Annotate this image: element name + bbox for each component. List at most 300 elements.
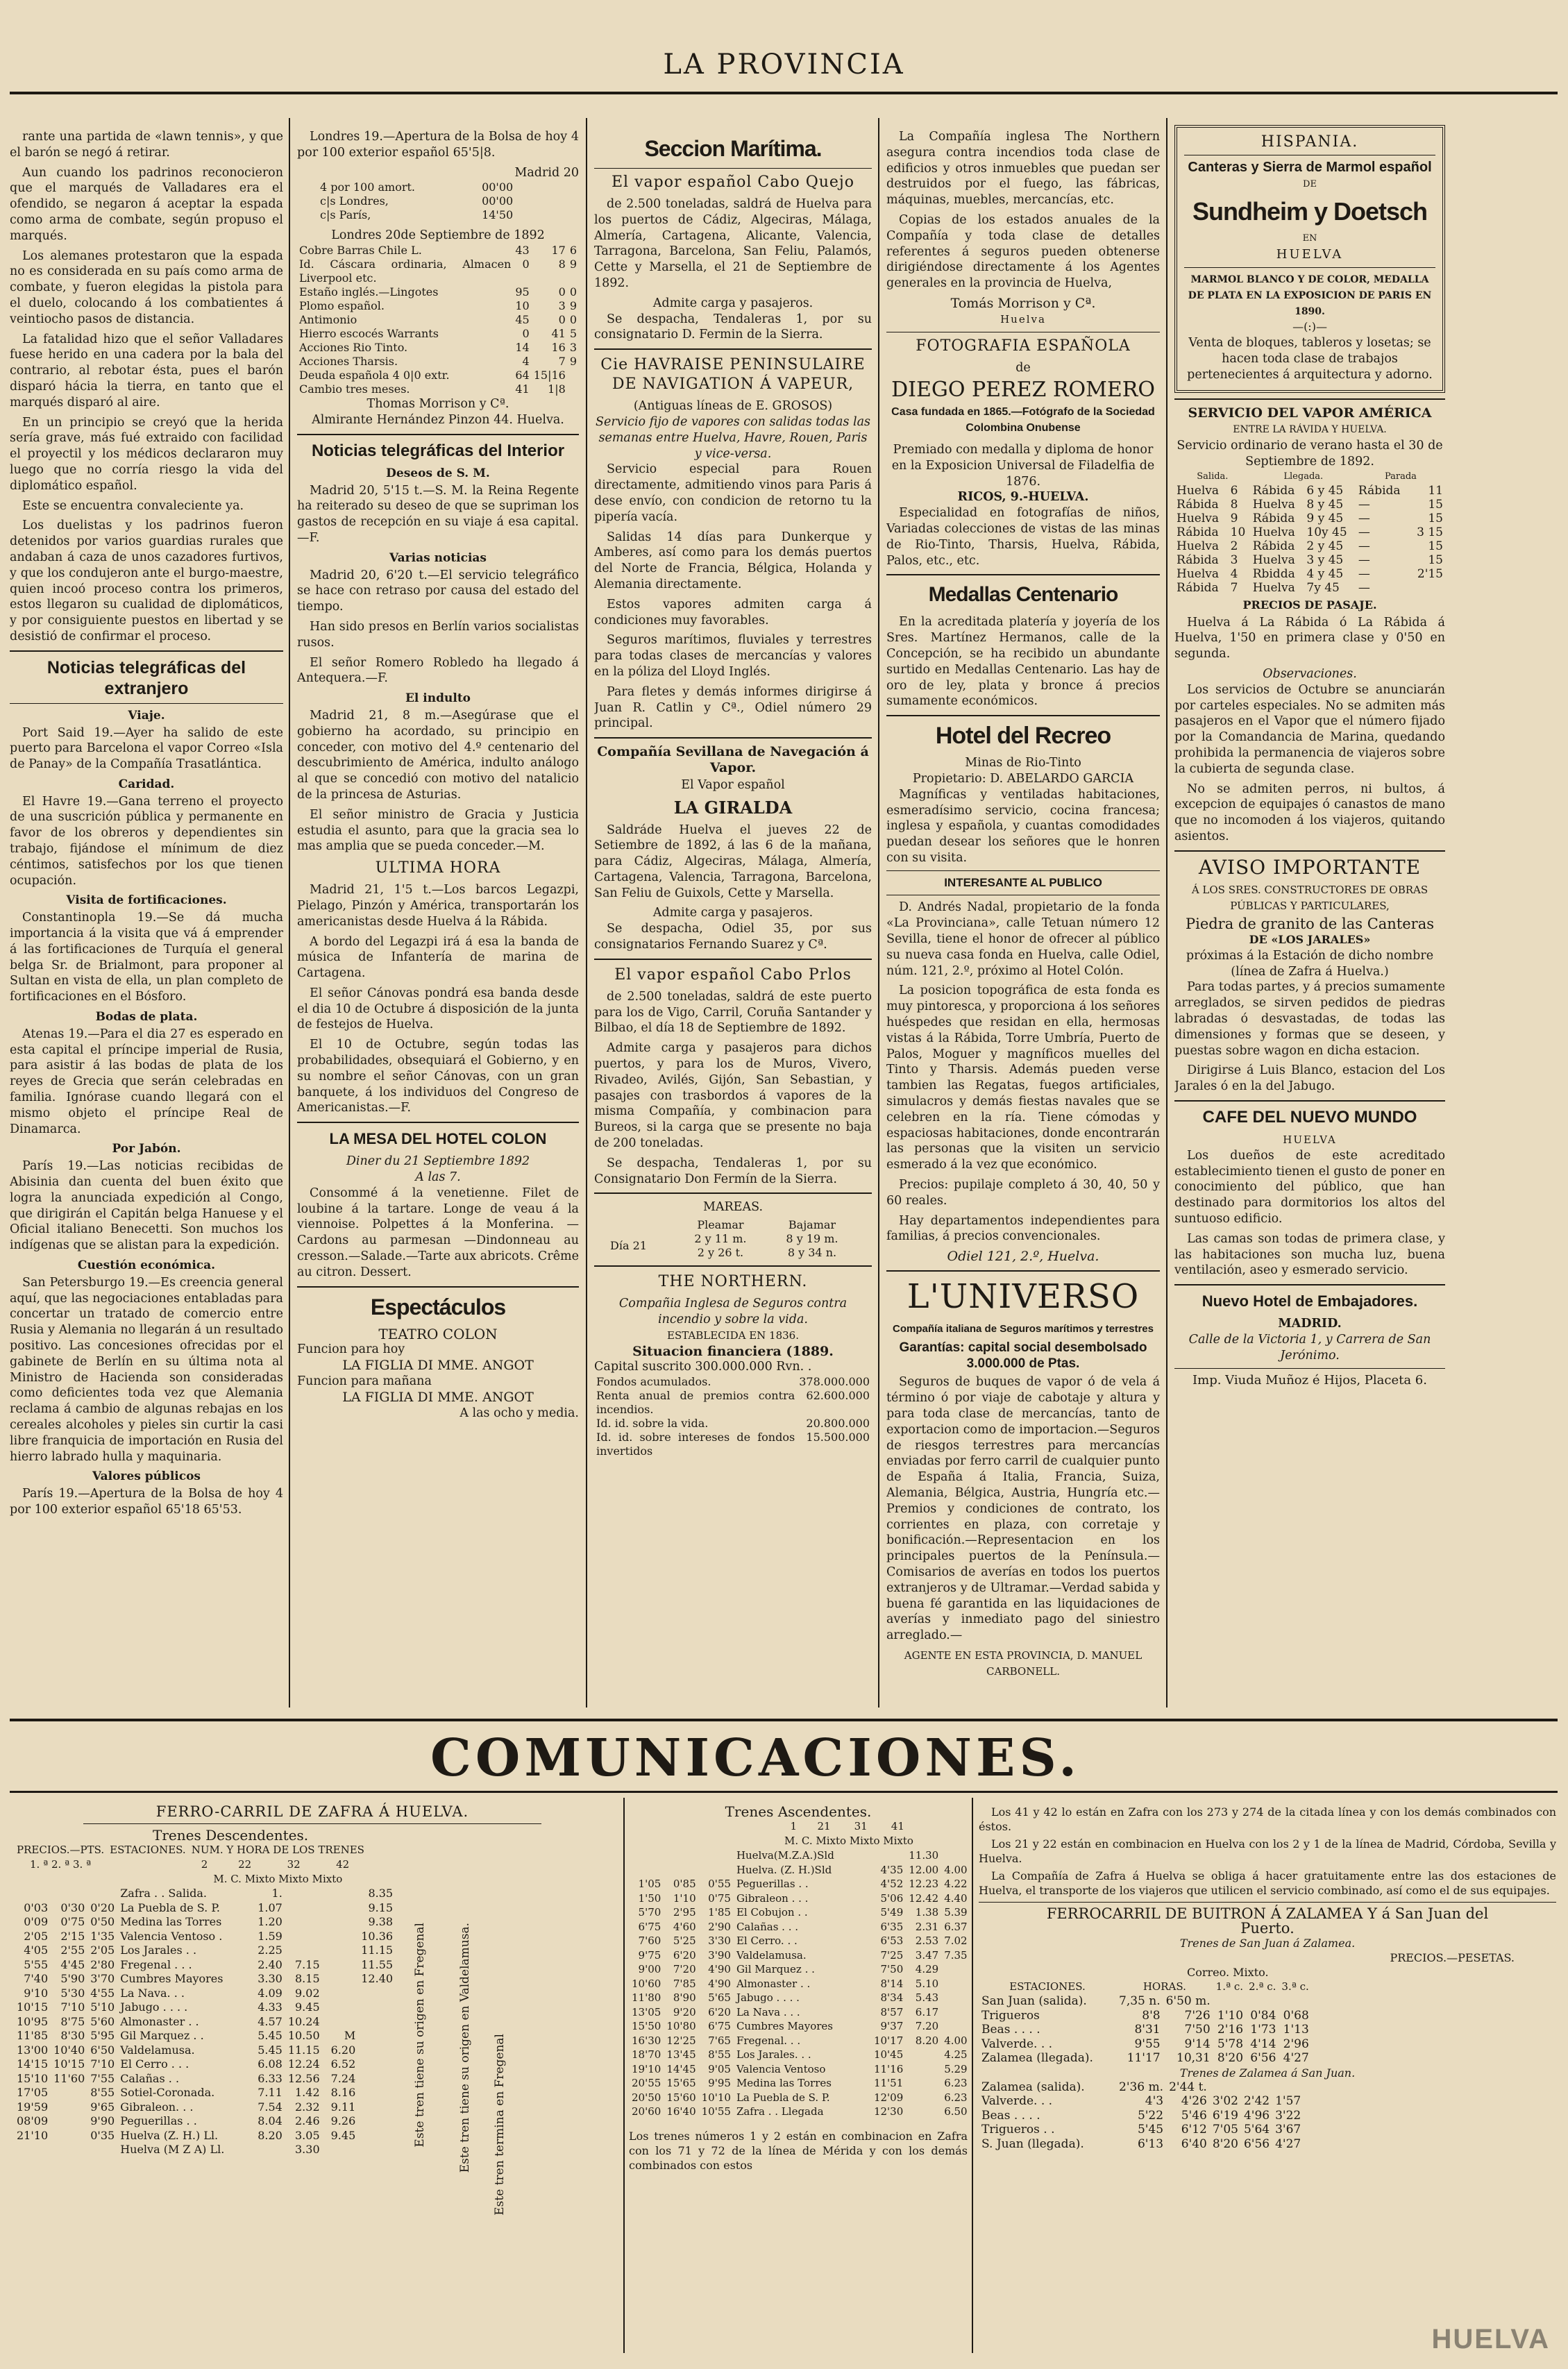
el-vapor: El Vapor español: [681, 777, 785, 792]
ferro-title: FERRO-CARRIL DE ZAFRA Á HUELVA.: [155, 1803, 469, 1820]
cell: 12.24: [287, 2057, 320, 2071]
cell: 16'30: [632, 2034, 661, 2047]
cell: Huelva: [1177, 483, 1220, 498]
cell: 1.ª c.: [1215, 1980, 1244, 1993]
table-row: [979, 2123, 1304, 2137]
vertical-note: Este tren termina en Fregenal: [493, 2034, 507, 2216]
cell: 00'00: [482, 180, 514, 194]
cell: 9'00: [638, 1963, 661, 1975]
table-row: [14, 2043, 396, 2058]
cell: Huelva: [1252, 580, 1295, 595]
funcion-hoy: Funcion para hoy: [297, 1342, 405, 1357]
cell: 19'59: [17, 2100, 49, 2114]
paragraph: Precios: pupilaje completo á 30, 40, 50 y 60 reales.: [886, 1178, 1160, 1208]
station-cell: Zafra . . Salida.: [120, 1887, 207, 1900]
vertical-note: Este tren tiene su origen en Fregenal: [413, 1923, 427, 2148]
paragraph: Estos vapores admiten carga á condiciones muy favorables.: [594, 597, 872, 627]
table-row: [14, 2015, 396, 2030]
cell: 9'05: [708, 2062, 731, 2075]
cell: 1.: [271, 1887, 283, 1900]
cell: 3.47: [915, 1948, 939, 1962]
cell: 4.40: [944, 1891, 968, 1905]
station-cell: Valdelamusa.: [736, 1948, 807, 1962]
station-cell: Zalamea (llegada).: [981, 2051, 1093, 2065]
col1-top-text: [10, 129, 283, 645]
cell: [906, 2076, 941, 2091]
paragraph: Los dueños de este acreditado establecimiento tienen el gusto de poner en conocimiento del público, que han destinado para dormitorios los altos del suntuoso edificio.: [1174, 1148, 1445, 1226]
cell: 0: [522, 258, 530, 271]
column-divider: [1166, 118, 1167, 1708]
cell: 10'80: [666, 2020, 696, 2032]
table-row: [594, 1431, 872, 1458]
section-rule: [594, 1265, 872, 1267]
table-row: [629, 1891, 976, 1906]
cell: [970, 1920, 976, 1934]
news-text: Madrid 21, 8 m.—Asegúrase que el gobierno ha acordado, su principio en conceder, con motivo del 4.º centenario del descubrimiento de América, indulto análogo al que se concedió con motivo del natalicio de la princesa de Asturias.: [297, 708, 579, 802]
cell: [970, 2019, 976, 2034]
cell: [906, 2091, 941, 2105]
station-cell: Gil Marquez . .: [120, 2029, 204, 2042]
cell: [941, 1962, 970, 1977]
cell: 6: [1230, 483, 1238, 498]
cell: [323, 1958, 328, 1973]
cell: Rábida: [1177, 580, 1219, 595]
medallas-title: Medallas Centenario: [928, 583, 1118, 607]
cell: 8'57: [880, 2005, 904, 2018]
cell: 5'95: [90, 2029, 115, 2042]
calle: Calle de la Victoria 1, y Carrera de San Jerónimo.: [1188, 1333, 1431, 1363]
cell: 4'45: [60, 1957, 85, 1971]
cell: 3'02: [1212, 2094, 1238, 2108]
agent-address: Almirante Hernández Pinzon 44. Huelva.: [312, 412, 564, 427]
cabo-palos-title: El vapor español Cabo Prlos: [614, 966, 852, 984]
cell: [358, 2114, 396, 2129]
table-row: [629, 2062, 976, 2077]
cell: [664, 1863, 698, 1878]
paragraph: D. Andrés Nadal, propietario de la fonda «La Provinciana», calle Tetuan número 12 Sevilla, tiene el honor de ofrecer al público su nueva casa fonda en Huelva, calle Odiel, núm. 121, 2.º, próximo al Hotel Colón.: [886, 900, 1160, 978]
cell: 5.29: [944, 2062, 968, 2075]
cell: 9: [569, 258, 577, 271]
cell: 8.20: [915, 2034, 939, 2047]
table-row: [629, 2105, 976, 2119]
london-head: Londres 20de Septiembre de 1892: [331, 228, 545, 243]
paragraph: rante una partida de «lawn tennis», y que el barón se negó á retirar.: [10, 130, 283, 160]
cell: [323, 1987, 328, 2001]
buitron-rows: [979, 2080, 1304, 2152]
cell: [285, 1915, 323, 1930]
cell: 6.33: [258, 2071, 283, 2085]
cell: [107, 1857, 189, 1872]
cell: 13'05: [632, 2005, 661, 2018]
paragraph: Los 21 y 22 están en combinacion en Huelva con los 2 y 1 de la línea de Madrid, Córdoba, Sevilla y Huelva.: [979, 1837, 1556, 1865]
station-cell: Zafra . . Llegada: [736, 2105, 824, 2118]
table-row: [318, 208, 515, 222]
paragraph: Para todas partes, y á precios sumamente arreglados, se sirven pedidos de piedras labradas ó desvastadas, de todas las dimensiones y formas que se deseen, y puestas sobre wagon en dicha estacion.: [1174, 980, 1445, 1058]
cell: 0: [522, 327, 530, 341]
paragraph: Copias de los estados anuales de la Compañía y toda clase de detalles referentes á seguros pueden obtenerse dirigiéndose directamente á los Agentes generales en la provincia de Huelva,: [886, 212, 1160, 291]
news-head: Varias noticias: [389, 550, 487, 565]
mesa-date: Diner du 21 Septiembre 1892: [346, 1154, 530, 1169]
station-cell: Cumbres Mayores: [736, 2020, 833, 2032]
seccion-maritima-title: Seccion Marítima.: [644, 136, 822, 161]
cell: —: [1358, 497, 1370, 512]
vertical-note: Este tren tiene su origen en Valdelamusa.: [458, 1923, 472, 2173]
buitron-title: FERROCARRIL DE BUITRON Á ZALAMEA Y á San Juan del Puerto.: [1046, 1905, 1489, 1937]
obra-hoy: LA FIGLIA DI MME. ANGOT: [342, 1358, 534, 1374]
cell: 8 y 19 m.: [786, 1232, 838, 1246]
cell: [970, 2062, 976, 2077]
paragraph: La fatalidad hizo que el señor Valladares fuese herido en una cadera por la bala del contrario, al rebotar ésta, pues el barón disparó hácia la tierra, en tanto que el marqués disparó al aire.: [10, 332, 283, 410]
table-row: [1174, 567, 1445, 581]
cell: —: [1358, 539, 1370, 553]
station-cell: El Cobujon . .: [736, 1906, 808, 1919]
station-cell: El Cerro . . .: [120, 2057, 189, 2071]
marmol: MARMOL BLANCO Y DE COLOR, MEDALLA DE PLATA EN LA EXPOSICION DE PARIS EN 1890.: [1188, 273, 1432, 317]
cell: [14, 1872, 189, 1887]
cell: Id. id. sobre la vida.: [596, 1417, 709, 1431]
cell: 8'20: [1212, 2136, 1238, 2151]
table-row: [594, 1375, 872, 1389]
cell: 12'25: [666, 2034, 696, 2047]
cell: 10y 45: [1306, 525, 1347, 539]
cell: 5: [569, 327, 577, 341]
cell: ESTACIONES.: [110, 1844, 186, 1856]
cell: 0'50: [90, 1915, 115, 1928]
cell: 9.26: [330, 2114, 356, 2127]
cell: 2 y 26 t.: [697, 1246, 744, 1260]
cell: 10: [515, 299, 530, 313]
cell: 4 y 45: [1306, 566, 1344, 581]
obra-manana: LA FIGLIA DI MME. ANGOT: [342, 1389, 534, 1405]
cell: 1: [790, 1820, 797, 1832]
paragraph: Los 41 y 42 lo están en Zafra con los 273 y 274 de la citada línea y con los demás combinados con éstos.: [979, 1805, 1556, 1833]
news-head: Caridad.: [118, 777, 175, 791]
mesa-menu: Consommé á la venetienne. Filet de loubine á la tartare. Longe de veau á la viennoise. Polpettes á la Monferina. —Cardons au parmesan —Dindonneau au cresson.—Salade.—Tarte aux abricots. Crême au citron. Dessert.: [297, 1186, 579, 1279]
cell: 15: [1428, 497, 1443, 512]
fundada: Casa fundada en 1865.—Fotógrafo de la Sociedad Colombina Onubense: [891, 406, 1155, 435]
news-text: El señor Cánovas pondrá esa banda desde el dia 10 de Octubre á disposición de la junta de festejos de Huelva.: [297, 986, 579, 1032]
havraise-service: Servicio fijo de vapores con salidas todas las semanas entre Huelva, Havre, Rouen, Paris y vice-versa.: [595, 414, 871, 461]
cell: [255, 2143, 285, 2157]
cell: 9.45: [330, 2128, 356, 2142]
universo-agente: AGENTE EN ESTA PROVINCIA, D. MANUEL CARBONELL.: [904, 1649, 1143, 1678]
table-row: [1174, 581, 1445, 595]
cell: 0'75: [60, 1915, 85, 1928]
diego-perez-title: DIEGO PEREZ ROMERO: [891, 378, 1155, 403]
trenes-zs: Trenes de Zalamea á San Juan.: [1179, 2066, 1356, 2080]
cell: 10: [1230, 525, 1246, 539]
cell: 10.50: [287, 2029, 320, 2042]
cell: 5'49: [880, 1906, 904, 1919]
cell: Hierro escocés Warrants: [299, 327, 439, 341]
cell: 8.35: [368, 1887, 394, 1900]
comunicaciones-rule-bottom: [10, 1791, 1558, 1793]
paragraph: Este se encuentra convaleciente ya.: [22, 498, 244, 513]
section-rule: [1174, 398, 1445, 400]
cell: 0'75: [708, 1891, 731, 1905]
paragraph: Aun cuando los padrinos reconocieron que el marqués de Valladares era el ofendido, se negaron á aceptar la espada como arma de combate, según propuso el marqués.: [10, 165, 283, 243]
comunicaciones-title: COMUNICACIONES.: [430, 1728, 1081, 1788]
news-text: El 10 de Octubre, según todas las probabilidades, obsequiará el Gobierno, y en su nombre el señor Cánovas, con un gran banquete, á los individuos del Congreso de Americanistas.—F.: [297, 1038, 579, 1115]
universo-sub: Compañía italiana de Seguros marítimos y terrestres: [893, 1323, 1154, 1335]
table-row: [14, 2129, 396, 2143]
cell: 4.25: [944, 2048, 968, 2061]
bolsa-intro: Londres 19.—Apertura de la Bolsa de hoy 4 por 100 exterior español 65'5|8.: [297, 130, 579, 160]
havraise-sub: (Antiguas líneas de E. GROSOS): [633, 399, 833, 414]
cell: 6.50: [944, 2105, 968, 2118]
cell: 378.000.000: [799, 1375, 870, 1389]
northern-sub: Compañia Inglesa de Seguros contra incendio y sobre la vida.: [618, 1297, 848, 1327]
cell: 10.36: [361, 1929, 394, 1943]
cell: 5.10: [915, 1977, 939, 1990]
column-3: [594, 129, 872, 1712]
cell: [285, 1944, 323, 1958]
cell: 2'90: [708, 1920, 731, 1933]
cell: Acciones Tharsis.: [299, 355, 398, 369]
cell: 6.17: [915, 2005, 939, 2018]
cell: 11'51: [873, 2077, 904, 2089]
cell: [970, 1977, 976, 1991]
table-row: [629, 1877, 976, 1891]
cell: 5'65: [708, 1991, 731, 2004]
ferro-zafra-descendentes: [14, 1805, 611, 2360]
cafe-title: CAFE DEL NUEVO MUNDO: [1202, 1108, 1417, 1127]
cell: [941, 1991, 970, 2005]
cell: 7y 45: [1306, 580, 1340, 595]
table-row: [297, 341, 579, 355]
cell: 3'30: [708, 1934, 731, 1947]
section-rule: [10, 650, 283, 652]
venta: Venta de bloques, tableros y losetas; se hacen toda clase de trabajos pertenecientes á arquitectura y adorno.: [1187, 336, 1433, 382]
table-row: [297, 355, 579, 369]
cell: 11.55: [361, 1957, 394, 1971]
table-row: [14, 1987, 396, 2001]
aviso-sub: Á LOS SRES. CONSTRUCTORES DE OBRAS PÚBLICAS Y PARTICULARES,: [1191, 883, 1428, 912]
cell: [285, 1901, 323, 1916]
correo-mixto: Correo. Mixto.: [1187, 1966, 1269, 1979]
cell: 8'31: [1134, 2023, 1161, 2037]
paragraph: Huelva á La Rábida ó La Rábida á Huelva, 1'50 en primera clase y 0'50 en segunda.: [1174, 615, 1445, 661]
section-rule: [297, 1122, 579, 1123]
cell: NUM. Y HORA DE LOS TRENES: [191, 1844, 364, 1856]
cell: 7'60: [638, 1934, 661, 1947]
cell: 6'53: [880, 1934, 904, 1947]
station-cell: La Puebla de S. P.: [120, 1900, 220, 1914]
cell: [941, 2019, 970, 2034]
giralda-title: LA GIRALDA: [673, 797, 793, 818]
station-cell: Huelva(M.Z.A.)Sld: [736, 1849, 834, 1862]
table-row: [629, 1991, 976, 2005]
cell: 21: [817, 1820, 831, 1832]
cell: 1'50: [638, 1891, 661, 1905]
cell: [358, 2086, 396, 2100]
cell: Rábida: [1177, 553, 1219, 567]
cell: 64: [515, 369, 530, 382]
cell: 1.20: [258, 1915, 283, 1928]
cell: Rábida: [1252, 483, 1295, 498]
cell: 5'78: [1217, 2037, 1244, 2051]
cell: [906, 2048, 941, 2062]
odiel-address: Odiel 121, 2.º, Huelva.: [947, 1249, 1099, 1265]
table-row: [14, 1901, 396, 1916]
bolsa-date: Madrid 20: [514, 165, 579, 180]
cell: [970, 2091, 976, 2105]
cell: 7'25: [880, 1948, 904, 1962]
cell: 2'95: [673, 1906, 696, 1919]
cell: [328, 1901, 359, 1916]
cell: Estaño inglés.—Lingotes: [299, 285, 439, 299]
table-row: [14, 1972, 396, 1987]
cell: 11.15: [287, 2043, 320, 2057]
news-text: San Petersburgo 19.—Es creencia general aquí, que las negociaciones entabladas para concertar un tratado de comercio entre Rusia y Alemania no llegarán á un resultado positivo. Las concesiones ofrecidas por el gabinete de Berlín en su última nota al Ministro de Hacienda son consideradas como deficientes toda vez que Alemania reclama á cambio de algunas rebajas en los cereales alcoholes y pieles sin curtir la casi libre franquicia de importación en Rusia del hierro labrado hulla y maquinaria.: [10, 1275, 283, 1464]
table-row: [979, 2080, 1304, 2095]
cell: 6'50: [90, 2043, 115, 2057]
cell: 15: [1428, 553, 1443, 567]
cell: 2.ª c.: [1249, 1980, 1276, 1993]
cell: 20'55: [632, 2077, 661, 2089]
embajadores-title: Nuevo Hotel de Embajadores.: [1202, 1292, 1418, 1310]
cell: 9: [1230, 511, 1238, 525]
aviso-title: AVISO IMPORTANTE: [1198, 855, 1422, 879]
cell: 6'40: [1181, 2136, 1207, 2151]
cell: 2.53: [915, 1934, 939, 1947]
cell: —: [1358, 525, 1370, 539]
cell: 4.09: [258, 1986, 283, 2000]
cell: 5'45: [1137, 2123, 1164, 2136]
cell: 4.00: [944, 1863, 968, 1876]
cell: [970, 1877, 976, 1891]
cell: [358, 2043, 396, 2058]
table-row: [1174, 553, 1445, 567]
cell: c|s París,: [320, 208, 371, 222]
cell: [970, 2048, 976, 2062]
cell: 17: [551, 244, 566, 258]
place: Huelva: [1000, 312, 1046, 326]
cell: 9.11: [330, 2100, 356, 2114]
cell: 8'14: [880, 1977, 904, 1990]
table-row: [979, 2109, 1304, 2123]
cell: [941, 1977, 970, 1991]
buitron-table-2: [979, 2080, 1304, 2152]
cell: 13'00: [17, 2043, 49, 2057]
cell: 9: [569, 355, 577, 369]
station-cell: El Cerro. . .: [736, 1934, 798, 1947]
cell: 0'68: [1283, 2008, 1309, 2023]
news-head: Cuestión económica.: [77, 1258, 216, 1272]
cell: Día 21: [610, 1239, 647, 1253]
cell: 3'67: [1275, 2123, 1301, 2136]
table-row: [297, 382, 579, 396]
cell: 19'10: [632, 2062, 661, 2075]
table-row: [1174, 484, 1445, 498]
station-cell: Trigueros . .: [981, 2123, 1055, 2136]
station-cell: Medina las Torres: [120, 1915, 222, 1928]
cell: [1279, 1994, 1311, 2009]
table-row: [629, 2019, 976, 2034]
station-cell: Fregenal . . .: [120, 1957, 192, 1971]
cell: 8'34: [880, 1991, 904, 2004]
section-rule: [83, 1823, 541, 1824]
cell: 2 y 11 m.: [694, 1232, 747, 1246]
cell: 15.500.000: [806, 1431, 870, 1444]
cell: 2: [201, 1858, 208, 1871]
cell: [568, 382, 579, 396]
column-5: [1174, 125, 1445, 1714]
cell: [323, 1915, 328, 1930]
station-cell: Huelva. (Z. H.)Sld: [736, 1863, 832, 1876]
paragraph: Salidas 14 días para Dunkerque y Amberes, así como para los demás puertos del Norte de Francia, Bélgica, Holanda y Alemania directamente.: [594, 530, 872, 591]
station-cell: S. Juan (llegada).: [981, 2136, 1084, 2151]
paragraph: Los alemanes protestaron que la espada no es considerada en su país como arma de combate, y fueron elegidas la pistola para el duelo, colocando á los combatientes á veintiocho pasos de distancia.: [10, 248, 283, 326]
cell: [699, 1848, 734, 1863]
cell: 12'30: [873, 2105, 904, 2118]
section-rule: [594, 737, 872, 739]
right-bottom-block: [979, 1805, 1556, 2353]
foreign-news: [10, 708, 283, 1518]
cell: [328, 1930, 359, 1944]
divider-mark: —(:)—: [1292, 320, 1327, 334]
cell: [328, 2015, 359, 2030]
cell: 5'22: [1137, 2108, 1164, 2123]
station-cell: Almonaster . .: [120, 2014, 199, 2028]
paragraph: En la acreditada platería y joyería de los Sres. Martínez Hermanos, calle de la Concepción, se ha recibido un abundante surtido en Medallas Centenario. Las hay de oro de ley, plata y bronce á precios sumamente económicos.: [886, 615, 1160, 709]
station-cell: Huelva (M Z A) Ll.: [120, 2143, 225, 2156]
cell: [358, 2015, 396, 2030]
news-head: Por Jabón.: [112, 1142, 181, 1156]
cell: 2'36 m.: [1119, 2080, 1164, 2094]
cell: [906, 2105, 941, 2119]
cell: 5'25: [673, 1934, 696, 1947]
cell: c|s Londres,: [320, 194, 389, 208]
cell: 7'05: [1212, 2123, 1238, 2136]
cell: 45: [515, 313, 530, 327]
sundheim-title: Sundheim y Doetsch: [1192, 197, 1428, 226]
cell: —: [1358, 553, 1370, 567]
cell: 0: [569, 285, 577, 299]
cell: 7.20: [915, 2020, 939, 2032]
cell: 1'10: [673, 1891, 696, 1905]
cell: 7.24: [330, 2071, 356, 2085]
cell: 12.42: [909, 1891, 939, 1905]
cell: [328, 2000, 359, 2015]
cell: [323, 2000, 328, 2015]
cell: [51, 2114, 87, 2129]
cell: Rábida: [1252, 539, 1295, 553]
cell: 4.57: [258, 2014, 283, 2028]
cell: Cobre Barras Chile L.: [299, 244, 422, 258]
sevillana-title: Compañía Sevillana de Navegación á Vapor.: [597, 744, 869, 775]
cell: 7.02: [944, 1934, 968, 1947]
table-row: [14, 1930, 396, 1944]
cell: 1'73: [1250, 2023, 1276, 2037]
cell: 6'56: [1250, 2051, 1276, 2065]
cell: 5.43: [915, 1991, 939, 2004]
cell: [941, 2005, 970, 2020]
cell: [358, 2100, 396, 2115]
table-row: [979, 1994, 1312, 2009]
table-row: [979, 2137, 1304, 2152]
servicio-text: Servicio ordinario de verano hasta el 30 de Septiembre de 1892.: [1177, 439, 1443, 469]
cell: 7.35: [944, 1948, 968, 1962]
table-row: [14, 2000, 396, 2015]
station-cell: Zalamea (salida).: [981, 2080, 1085, 2094]
table-row: [297, 285, 579, 299]
hora: A las ocho y media.: [460, 1406, 579, 1420]
cell: Cambio tres meses.: [299, 382, 410, 396]
table-row: [14, 1944, 396, 1958]
cell: [51, 1887, 87, 1901]
cell: 15'65: [666, 2077, 696, 2089]
